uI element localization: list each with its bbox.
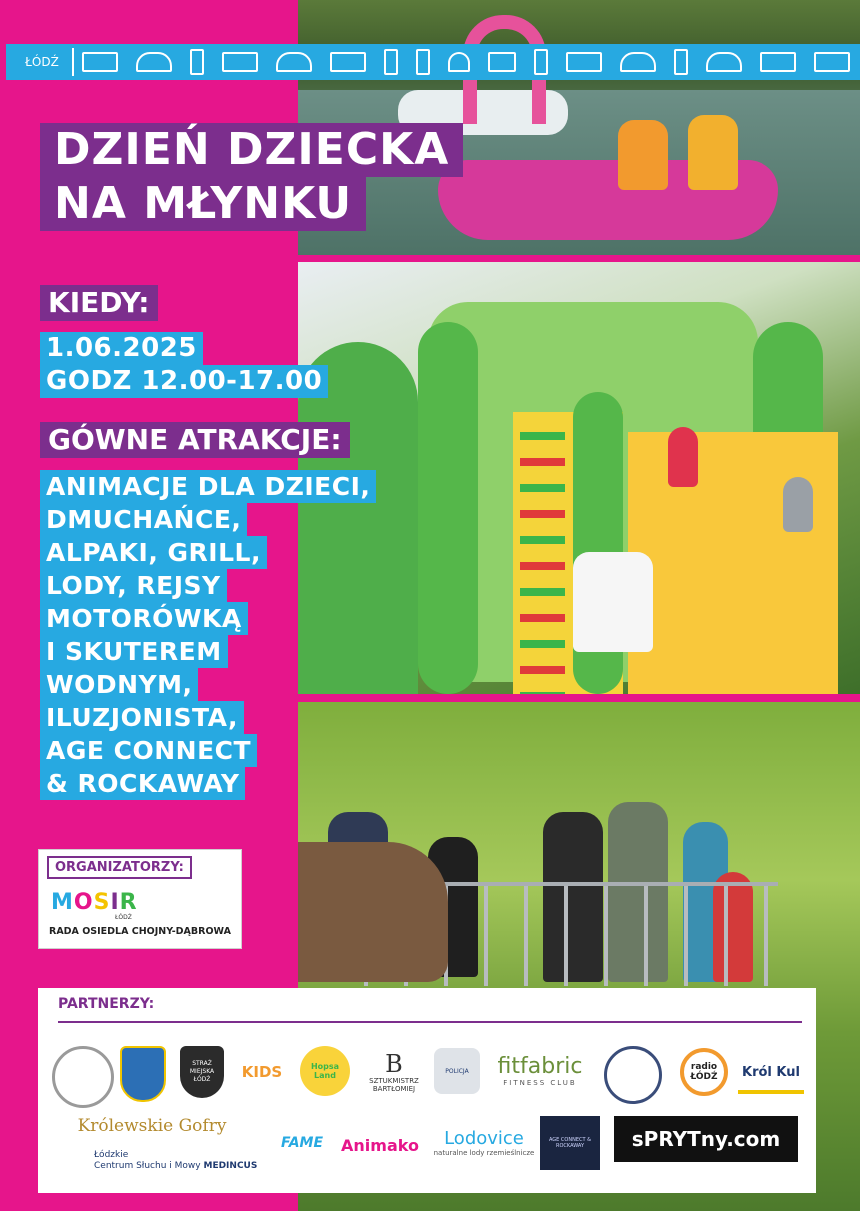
event-date: 1.06.2025 (40, 332, 203, 365)
krolewskie-gofry-logo: Królewskie Gofry (77, 1116, 227, 1136)
when-label: KIEDY: (40, 285, 158, 321)
person (688, 115, 738, 190)
attraction-line: ANIMACJE DLA DZIECI, (40, 470, 376, 503)
rada-osiedla: RADA OSIEDLA CHOJNY-DĄBROWA (49, 926, 231, 937)
person (618, 120, 668, 190)
radio-lodz-logo: radio ŁÓDŹ (680, 1048, 728, 1096)
child (668, 427, 698, 487)
landmark-icons (82, 48, 850, 76)
attraction-line: WODNYM, (40, 668, 198, 701)
attraction-line: LODY, REJSY (40, 569, 227, 602)
skyscraper-icon (674, 49, 688, 75)
tenement-icon (534, 49, 548, 75)
child (783, 477, 813, 532)
kids-logo: KIDS (241, 1063, 283, 1081)
photo-bouncy-castle (298, 262, 860, 694)
partners-divider (58, 1021, 802, 1023)
mosir-sub: ŁÓDŹ (115, 914, 132, 921)
attraction-line: & ROCKAWAY (40, 767, 245, 800)
slide-right (628, 432, 838, 694)
title-line-2: NA MŁYNKU (40, 177, 366, 231)
child (573, 552, 653, 652)
green-tube (418, 322, 478, 694)
manor-icon (760, 52, 796, 72)
villa-icon (620, 52, 656, 72)
arch-icon (136, 52, 172, 72)
krol-kul-logo: Król Kul (738, 1054, 804, 1094)
lodovice-logo: Lodovice naturalne lody rzemieślnicze (433, 1128, 535, 1157)
animako-logo: Animako (341, 1135, 419, 1155)
heart-icon (448, 52, 470, 72)
age-connect-logo: AGE CONNECT & ROCKAWAY (540, 1116, 600, 1170)
arena-icon (276, 52, 312, 72)
partners-box (38, 988, 816, 1193)
fountain-icon (416, 49, 430, 75)
partners-label: PARTNERZY: (58, 996, 155, 1012)
seal-logo (52, 1046, 114, 1108)
organizers-label: ORGANIZATORZY: (47, 856, 192, 879)
event-time: GODZ 12.00-17.00 (40, 365, 328, 398)
sztukmistrz-logo: B SZTUKMISTRZ BARTŁOMIEJ (369, 1050, 419, 1093)
medincus-logo: Łódzkie Centrum Słuchu i Mowy MEDINCUS (94, 1150, 258, 1171)
building-icon (222, 52, 258, 72)
attraction-line: AGE CONNECT (40, 734, 257, 767)
attraction-line: DMUCHAŃCE, (40, 503, 247, 536)
fitfabric-logo: fitfabric FITNESS CLUB (497, 1054, 583, 1087)
organizers-box (38, 849, 242, 949)
city-logo: ŁÓDŹ (12, 48, 74, 76)
palace-icon (330, 52, 366, 72)
sprytny-logo: sPRYTny.com (614, 1116, 798, 1162)
attraction-line: MOTORÓWKĄ (40, 602, 248, 635)
ladder (520, 432, 565, 694)
church-icon (488, 52, 516, 72)
attraction-line: ALPAKI, GRILL, (40, 536, 267, 569)
attraction-line: ILUZJONISTA, (40, 701, 244, 734)
hopsa-land-logo: Hopsa Land (300, 1046, 350, 1096)
attraction-line: I SKUTEREM (40, 635, 228, 668)
bridge-icon (706, 52, 742, 72)
straz-miejska-logo: STRAŻ MIEJSKA ŁÓDŹ (180, 1046, 224, 1098)
monument-icon (190, 49, 204, 75)
piano-icon (566, 52, 602, 72)
title-line-1: DZIEŃ DZIECKA (40, 123, 463, 177)
hall-icon (82, 52, 118, 72)
round-seal-logo (604, 1046, 662, 1104)
mosir-logo: MOSIR (51, 890, 138, 915)
fame-logo: FAME (280, 1135, 324, 1151)
policja-logo: POLICJA (434, 1048, 480, 1094)
tower-block-icon (384, 49, 398, 75)
fire-brigade-logo (120, 1046, 166, 1102)
mansion-icon (814, 52, 850, 72)
attractions-label: GÓWNE ATRAKCJE: (40, 422, 350, 458)
alpaca-brown (298, 842, 448, 982)
city-icon-bar (6, 44, 860, 80)
